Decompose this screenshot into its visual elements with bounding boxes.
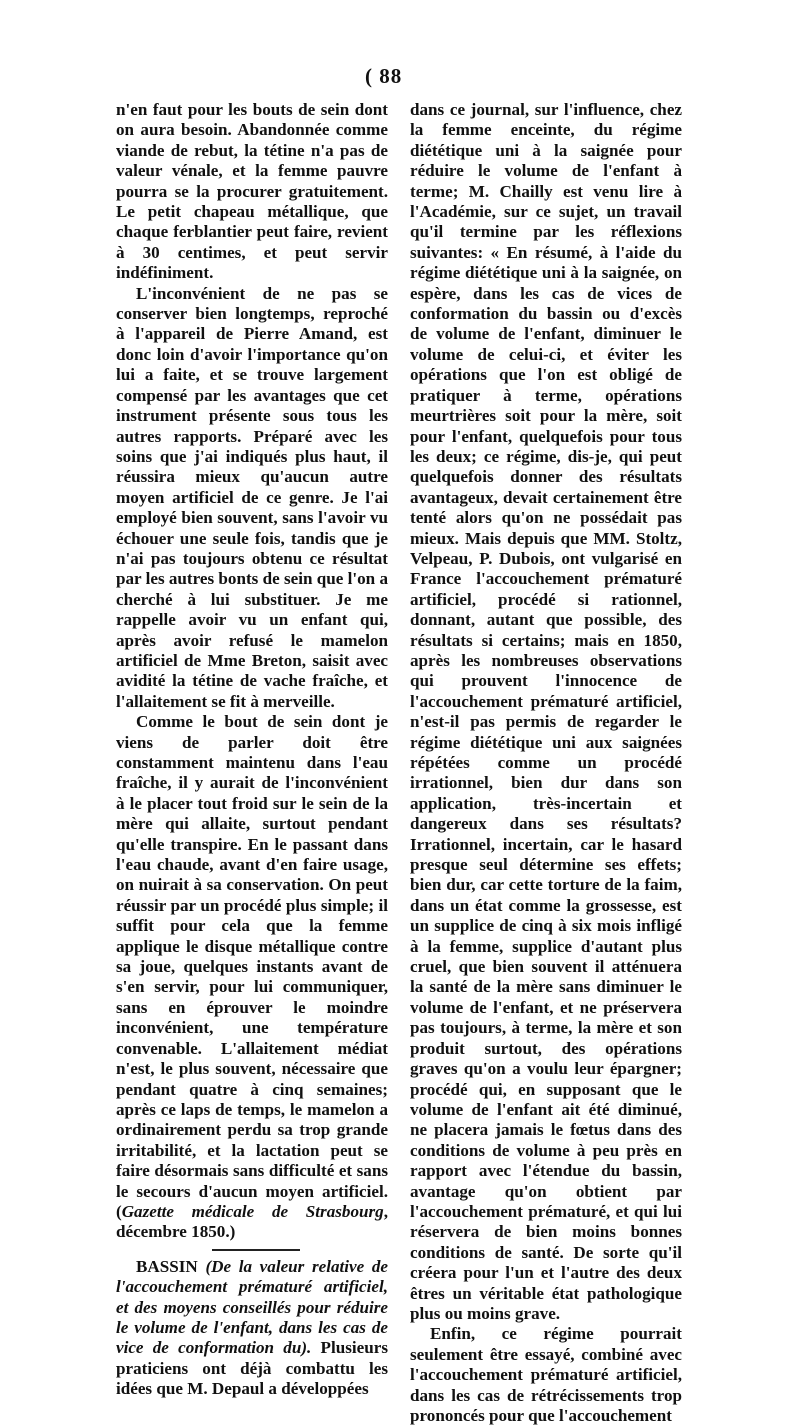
bassin-heading: BASSIN: [136, 1256, 198, 1276]
left-paragraph-3-text: Comme le bout de sein dont je viens de parler doit être constamment maintenu dans l'eau fraîche, il y aurait de l'inconvénient à le placer tout froid sur le sein de la mère qui allaite, surtout pendant qu'elle transpire. En le passant dans l'eau chaude, avant d'en faire usage, on nuirait à sa conservation. On peut réussir par un procédé plus simple; il suffit pour cela que la femme applique le disque métallique contre sa joue, quelques instants avant de s'en servir, pour lui communiquer, sans en éprouver le moindre inconvénient, une température convenable. L'allaitement médiat n'est, le plus souvent, nécessaire que pendant quatre à cinq semaines; après ce laps de temps, le mamelon a ordinairement perdu sa trop grande irritabilité, et la lactation peut se faire désormais sans difficulté et sans le secours d'aucun moyen artificiel. (: [116, 712, 388, 1221]
page-number: ( 88: [365, 64, 403, 88]
left-paragraph-3: [116, 712, 388, 1243]
left-column: [116, 100, 388, 1400]
left-paragraph-1: n'en faut pour les bouts de sein dont on aura besoin. Abandonnée comme viande de rebut, la tétine n'a pas de valeur vénale, et la femme pauvre pourra se la procurer gratuitement. Le petit chapeau métallique, que chaque ferblantier peut faire, revient à 30 centimes, et peut servir indéfiniment.: [116, 100, 388, 283]
right-paragraph-1: dans ce journal, sur l'influence, chez la femme enceinte, du régime diététique uni à la saignée pour réduire le volume de l'enfant à terme; M. Chailly est venu lire à l'Académie, sur ce sujet, un travail qu'il termine par les réflexions suivantes: « En résumé, à l'aide du régime diététique uni à la saignée, on espère, dans les cas de vices de conformation du bassin ou d'excès de volume de l'enfant, diminuer le volume de celui-ci, et éviter les opérations que l'on est obligé de pratiquer à terme, opérations meurtrières soit pour la mère, soit pour l'enfant, quelquefois pour tous les deux; ce régime, dis-je, qui peut quelquefois donner des résultats avantageux, devait certainement être tenté alors qu'on ne possédait pas mieux. Mais depuis que MM. Stoltz, Velpeau, P. Dubois, ont vulgarisé en France l'accouchement prématuré artificiel, procédé si rationnel, donnant, autant que possible, des résultats si certains; mais en 1850, après les nombreuses observations qui prouvent l'innocence de l'accouchement prématuré artificiel, n'est-il pas permis de regarder le régime diététique uni aux saignées répétées comme un procédé irrationnel, bien dur dans son application, très-incertain et dangereux dans ses résultats? Irrationnel, incertain, car le hasard presque seul détermine ses effets; bien dur, car cette torture de la faim, dans un état comme la grossesse, est un supplice de cinq à six mois infligé à la femme, supplice d'autant plus cruel, que bien souvent il atténuera la santé de la mère sans diminuer le volume de l'enfant, et ne préservera pas toujours, à terme, la mère et son produit surtout, des opérations graves qu'on a voulu leur épargner; procédé qui, en supposant que le volume de l'enfant ait été diminué, ne placera jamais le fœtus dans des conditions de volume à peu près en rapport avec l'étendue du bassin, avantage qu'on obtient par l'accouchement prématuré, et qui lui réservera de bien moins bonnes conditions de santé. De sorte qu'il créera pour l'un et l'autre des deux êtres un véritable état pathologique plus ou moins grave.: [410, 100, 682, 1323]
source-citation: Gazette médicale de Strasbourg: [121, 1201, 384, 1221]
left-paragraph-2: L'inconvénient de ne pas se conserver bien longtemps, reproché à l'appareil de Pierre Amand, est donc loin d'avoir l'importance qu'on lui a faite, et se trouve largement compensé par les avantages que cet instrument présente sous tous les autres rapports. Préparé avec les soins que j'ai indiqués plus haut, il réussira mieux qu'aucun autre moyen artificiel de ce genre. Je l'ai employé bien souvent, sans l'avoir vu échouer une seule fois, tandis que je n'ai pas toujours obtenu ce résultat par les autres bonts de sein que l'on a cherché à lui substituer. Je me rappelle avoir vu un enfant qui, après avoir refusé le mamelon artificiel de Mme Breton, saisit avec avidité la tétine de vache fraîche, et l'allaitement se fit à merveille.: [116, 283, 388, 711]
left-paragraph-3-end: , décembre 1850.): [116, 1201, 388, 1242]
bassin-text: Plusieurs praticiens ont déjà combattu les idées que M. Depaul a développées: [116, 1338, 388, 1399]
section-separator: [212, 1249, 300, 1251]
bassin-subtitle: (De la valeur relative de l'accouchement prématuré artificiel, et des moyens conseillés pour réduire le volume de l'enfant, dans les cas de vice de conformation du).: [116, 1256, 388, 1358]
right-column: [410, 100, 682, 1426]
bassin-article: [116, 1257, 388, 1400]
right-paragraph-2: Enfin, ce régime pourrait seulement être essayé, combiné avec l'accouchement prématuré artificiel, dans les cas de rétrécissements trop prononcés pour que l'accouchement: [410, 1324, 682, 1425]
